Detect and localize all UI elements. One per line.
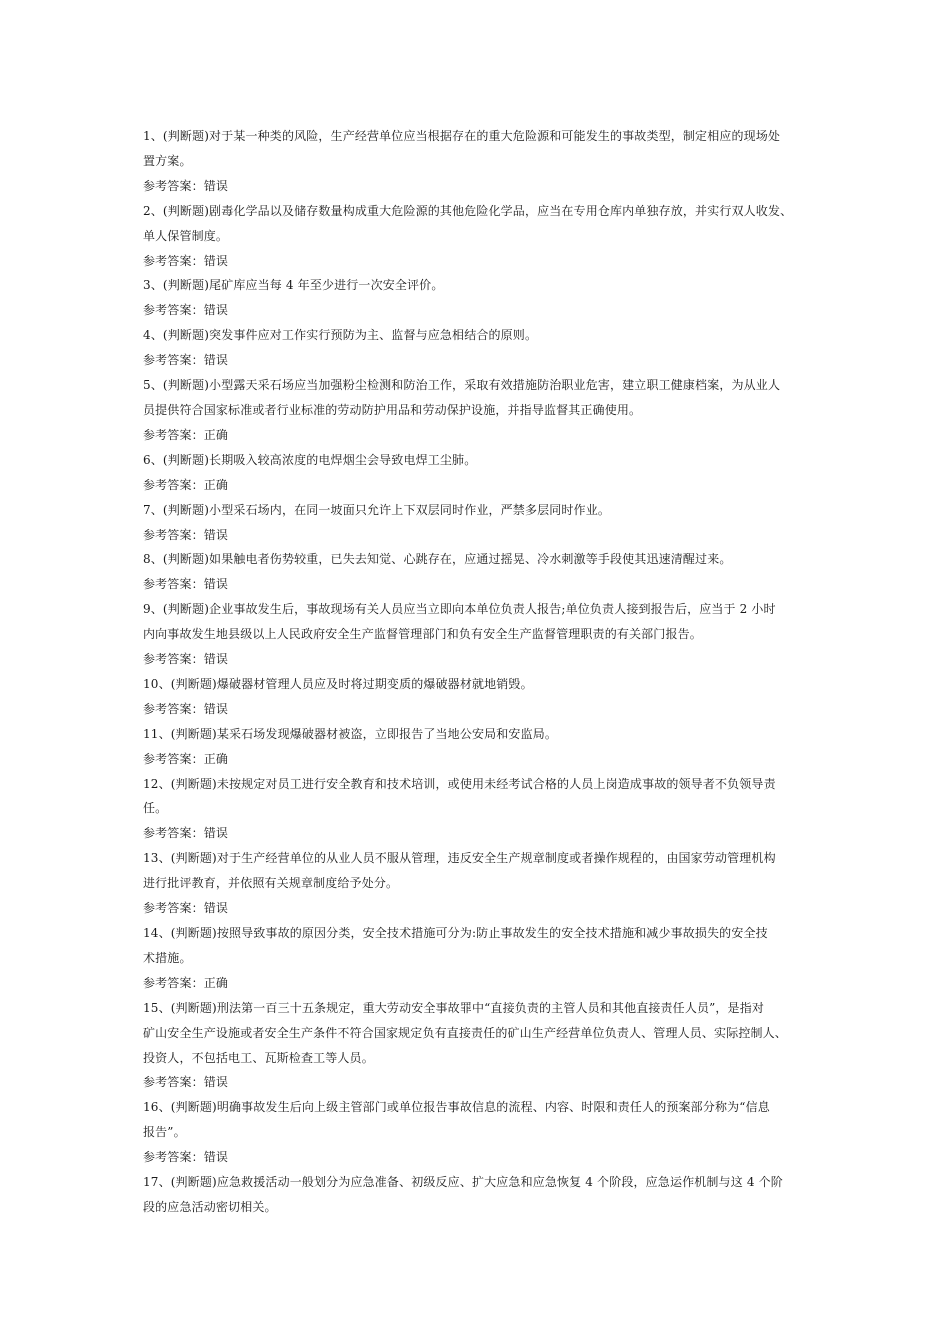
question-text-line: 8、(判断题)如果触电者伤势较重，已失去知觉、心跳存在，应通过摇晃、冷水刺激等手段使其迅速清醒过来。 bbox=[143, 552, 732, 567]
answer-line: 参考答案：错误 bbox=[143, 253, 229, 268]
question-text-line: 15、(判断题)刑法第一百三十五条规定，重大劳动安全事故罪中“直接负责的主管人员和其他直接责任人员”，是指对 bbox=[143, 1000, 765, 1015]
question-text-line: 13、(判断题)对于生产经营单位的从业人员不服从管理，违反安全生产规章制度或者操作规程的，由国家劳动管理机构 bbox=[143, 851, 776, 866]
question-item bbox=[143, 722, 815, 772]
question-item bbox=[143, 323, 815, 373]
question-item bbox=[143, 597, 815, 672]
answer-line: 参考答案：错误 bbox=[143, 353, 229, 368]
question-text-line: 术措施。 bbox=[143, 950, 192, 965]
question-item bbox=[143, 921, 815, 996]
question-text-line: 17、(判断题)应急救援活动一般划分为应急准备、初级反应、扩大应急和应急恢复 4 个阶段，应急运作机制与这 4 个阶 bbox=[143, 1175, 783, 1190]
question-item bbox=[143, 547, 815, 597]
question-text-line: 单人保管制度。 bbox=[143, 228, 229, 243]
question-text-line: 6、(判断题)长期吸入较高浓度的电焊烟尘会导致电焊工尘肺。 bbox=[143, 452, 477, 467]
question-text-line: 5、(判断题)小型露天采石场应当加强粉尘检测和防治工作，采取有效措施防治职业危害，建立职工健康档案，为从业人 bbox=[143, 378, 781, 393]
question-item bbox=[143, 996, 815, 1096]
answer-line: 参考答案：错误 bbox=[143, 1150, 229, 1165]
answer-line: 参考答案：错误 bbox=[143, 652, 229, 667]
document-page bbox=[143, 124, 815, 1220]
question-item bbox=[143, 672, 815, 722]
question-text-line: 11、(判断题)某采石场发现爆破器材被盗，立即报告了当地公安局和安监局。 bbox=[143, 726, 558, 741]
question-text-line: 投资人，不包括电工、瓦斯检查工等人员。 bbox=[143, 1050, 374, 1065]
question-text-line: 2、(判断题)剧毒化学品以及储存数量构成重大危险源的其他危险化学品，应当在专用仓库内单独存放，并实行双人收发、 bbox=[143, 203, 793, 218]
question-text-line: 内向事故发生地县级以上人民政府安全生产监督管理部门和负有安全生产监督管理职责的有关部门报告。 bbox=[143, 627, 702, 642]
answer-line: 参考答案：正确 bbox=[143, 427, 229, 442]
question-item bbox=[143, 124, 815, 199]
question-item bbox=[143, 772, 815, 847]
question-text-line: 3、(判断题)尾矿库应当每 4 年至少进行一次安全评价。 bbox=[143, 278, 444, 293]
answer-line: 参考答案：错误 bbox=[143, 178, 229, 193]
question-item bbox=[143, 1095, 815, 1170]
question-text-line: 14、(判断题)按照导致事故的原因分类，安全技术措施可分为:防止事故发生的安全技术措施和减少事故损失的安全技 bbox=[143, 926, 768, 940]
question-item bbox=[143, 199, 815, 274]
question-text-line: 置方案。 bbox=[143, 153, 192, 168]
question-text-line: 1、(判断题)对于某一种类的风险，生产经营单位应当根据存在的重大危险源和可能发生的事故类型，制定相应的现场处 bbox=[143, 129, 781, 143]
question-text-line: 段的应急活动密切相关。 bbox=[143, 1199, 277, 1214]
question-text-line: 16、(判断题)明确事故发生后向上级主管部门或单位报告事故信息的流程、内容、时限和责任人的预案部分称为“信息 bbox=[143, 1100, 770, 1115]
question-item bbox=[143, 1170, 815, 1220]
answer-line: 参考答案：正确 bbox=[143, 975, 229, 990]
question-text-line: 任。 bbox=[143, 801, 168, 816]
question-item bbox=[143, 448, 815, 498]
question-text-line: 4、(判断题)突发事件应对工作实行预防为主、监督与应急相结合的原则。 bbox=[143, 328, 538, 343]
question-text-line: 12、(判断题)未按规定对员工进行安全教育和技术培训，或使用未经考试合格的人员上岗造成事故的领导者不负领导责 bbox=[143, 776, 776, 791]
question-item bbox=[143, 846, 815, 921]
question-text-line: 员提供符合国家标准或者行业标准的劳动防护用品和劳动保护设施，并指导监督其正确使用。 bbox=[143, 402, 642, 417]
question-text-line: 7、(判断题)小型采石场内，在同一坡面只允许上下双层同时作业，严禁多层同时作业。 bbox=[143, 502, 611, 517]
answer-line: 参考答案：错误 bbox=[143, 303, 229, 318]
question-text-line: 进行批评教育，并依照有关规章制度给予处分。 bbox=[143, 876, 399, 891]
question-item bbox=[143, 373, 815, 448]
answer-line: 参考答案：错误 bbox=[143, 701, 229, 716]
question-item bbox=[143, 273, 815, 323]
answer-line: 参考答案：正确 bbox=[143, 477, 229, 492]
answer-line: 参考答案：错误 bbox=[143, 826, 229, 841]
answer-line: 参考答案：错误 bbox=[143, 577, 229, 592]
answer-line: 参考答案：错误 bbox=[143, 901, 229, 916]
answer-line: 参考答案：错误 bbox=[143, 527, 229, 542]
answer-line: 参考答案：错误 bbox=[143, 1075, 229, 1090]
question-text-line: 报告”。 bbox=[143, 1125, 186, 1140]
question-text-line: 矿山安全生产设施或者安全生产条件不符合国家规定负有直接责任的矿山生产经营单位负责人、管理人员、实际控制人、 bbox=[143, 1025, 787, 1040]
question-text-line: 9、(判断题)企业事故发生后，事故现场有关人员应当立即向本单位负责人报告;单位负责人接到报告后，应当于 2 小时 bbox=[143, 602, 776, 617]
answer-line: 参考答案：正确 bbox=[143, 751, 229, 766]
question-item bbox=[143, 498, 815, 548]
question-text-line: 10、(判断题)爆破器材管理人员应及时将过期变质的爆破器材就地销毁。 bbox=[143, 676, 533, 691]
